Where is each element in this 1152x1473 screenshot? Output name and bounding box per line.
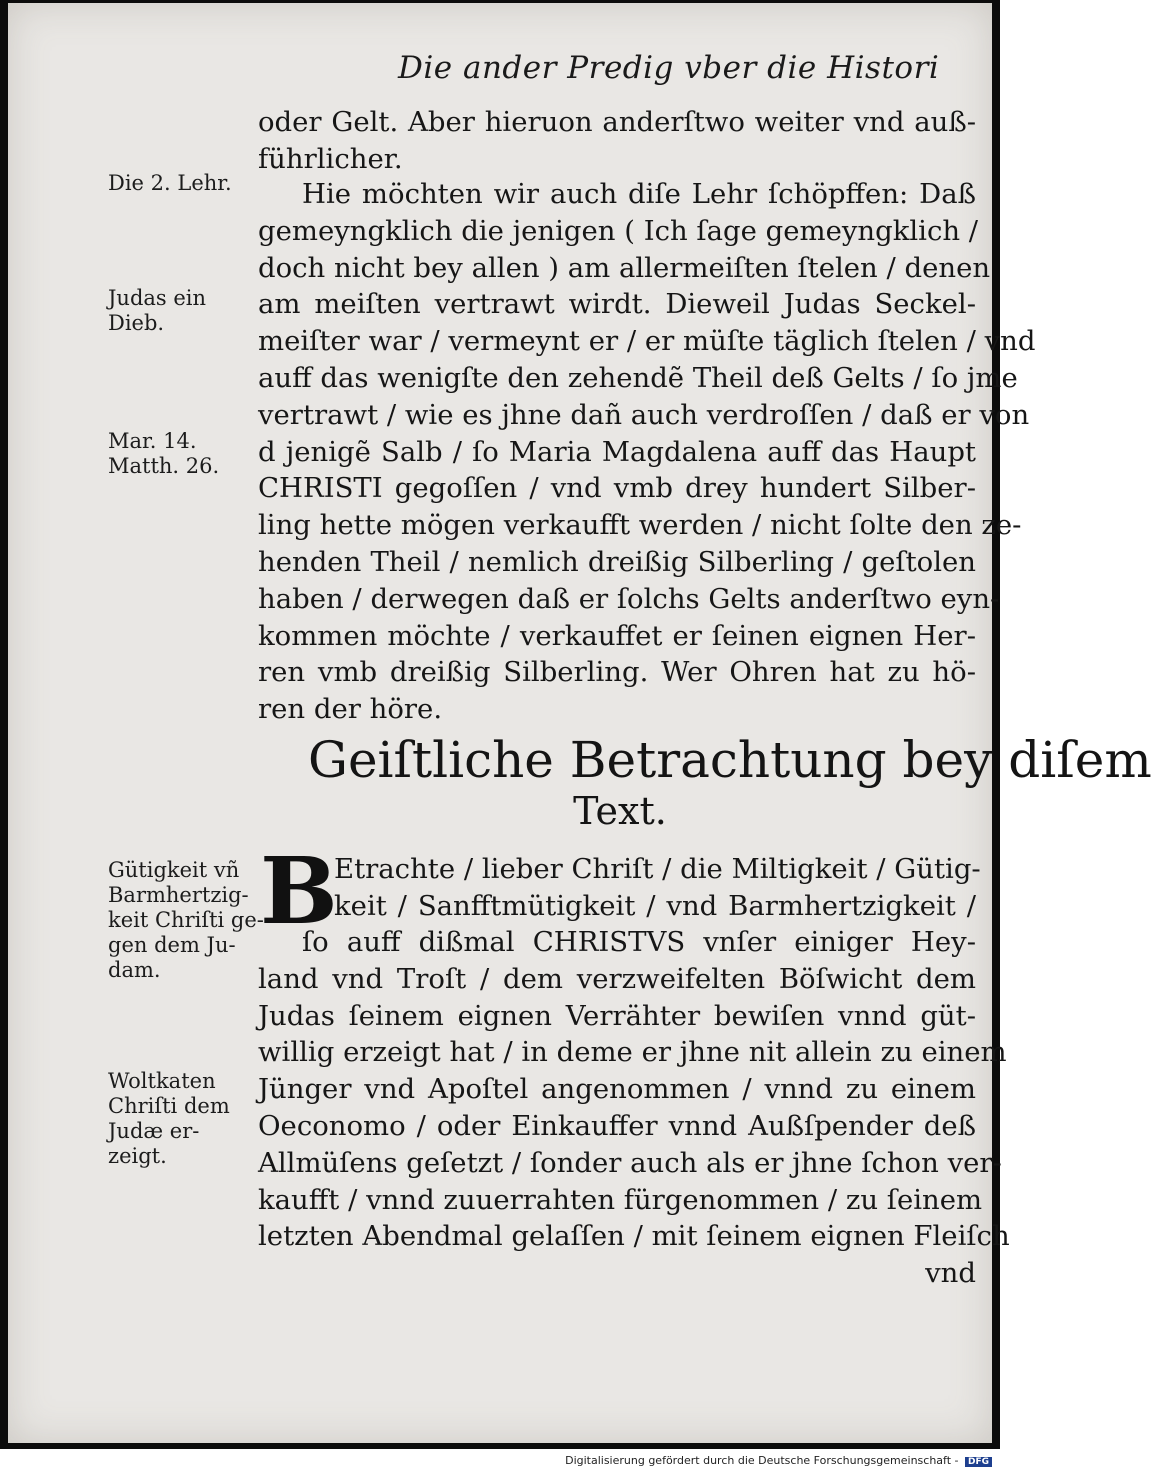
margin-note-line: keit Chriſti ge- [108,908,264,932]
text-block-3-continued [258,924,1010,1292]
margin-note-judas-dieb [108,286,236,336]
drop-cap: B [260,837,338,945]
dfg-logo: DFG [965,1457,992,1467]
text-line: henden Theil / nemlich dreißig Silberling / geſtolen [258,545,976,578]
margin-note-line: Dieb. [108,311,165,335]
text-line: ren der höre. [258,693,443,726]
catchword: vnd [925,1257,976,1290]
margin-note-guetigkeit [108,858,264,983]
margin-note-line: Chriſti dem [108,1094,230,1118]
text-block-2 [258,176,1036,728]
text-line: auff das wenigſte den zehendẽ Theil deß Gelts / ſo jme [258,361,1018,394]
margin-note-line: Matth. 26. [108,454,220,478]
text-line: gemeyngklich die jenigen ( Ich ſage gemeyngklich / [258,214,979,247]
text-line: doch nicht bey allen ) am allermeiſten ſtelen / denen [258,251,991,284]
margin-note-line: zeigt. [108,1144,167,1168]
text-line: kommen möchte / verkauffet er ſeinen eignen Her- [258,619,976,652]
text-line: willig erzeigt hat / in deme er jhne nit allein zu einem [258,1036,1007,1069]
margin-note-lehr [108,171,236,196]
text-line: Jünger vnd Apoſtel angenommen / vnnd zu einem [258,1073,976,1106]
text-line: oder Gelt. Aber hieruon anderſtwo weiter vnd auß- [258,106,976,138]
margin-note-line: Die 2. Lehr. [108,171,232,195]
text-line: ling hette mögen verkaufft werden / nicht ſolte den ze- [258,509,1022,542]
margin-note-line: gen dem Ju- [108,933,236,957]
text-line: CHRISTI gegoſſen / vnd vmb drey hundert Silber- [258,472,976,505]
book-page [8,3,1152,1443]
section-heading-line-2: Text. [573,789,667,833]
margin-note-line: Judas ein [108,286,207,310]
text-line: Allmüſens geſetzt / ſonder auch als er jhne ſchon ver- [258,1146,1002,1179]
text-line: vertrawt / wie es jhne dañ auch verdroſſen / daß er von [258,398,1030,431]
text-line: haben / derwegen daß er ſolchs Gelts anderſtwo eyn- [258,582,1000,615]
text-block-1 [258,104,976,178]
margin-note-line: Judæ er- [108,1119,200,1143]
text-line: kaufft / vnnd zuuerrahten fürgenommen / zu ſeinem [258,1183,983,1216]
margin-note-line: Barmhertzig- [108,883,249,907]
text-line: letzten Abendmal gelaſſen / mit ſeinem eignen Fleiſch [258,1220,1010,1253]
margin-note-line: dam. [108,958,161,982]
text-line: Oeconomo / oder Einkauffer vnnd Außſpender deß [258,1109,976,1142]
text-block-3 [334,851,981,925]
text-line: Judas ſeinem eignen Verrähter bewiſen vnnd güt- [258,999,976,1032]
text-line: d jenigẽ Salb / ſo Maria Magdalena auff das Haupt [258,435,976,468]
running-head: Die ander Predig vber die Histori [398,50,940,86]
text-line: führlicher. [258,142,403,175]
section-heading-line-1: Geiſtliche Betrachtung bey diſem [308,731,1152,789]
text-line: meiſter war / vermeynt er / er müſte täglich ſtelen / vnd [258,325,1036,358]
text-line: keit / Sanfftmütigkeit / vnd Barmhertzigkeit / [334,889,976,922]
section-heading [308,731,1152,833]
text-line: land vnd Troſt / dem verzweifelten Böſwicht dem [258,962,976,995]
margin-note-line: Gütigkeit vñ [108,858,240,882]
digitization-credit-text: Digitalisierung gefördert durch die Deutsche Forschungsgemeinschaft - [565,1454,959,1467]
text-line: ſo auff dißmal CHRISTVS vnſer einiger Hey- [302,926,976,958]
margin-note-line: Woltkaten [108,1069,216,1093]
margin-note-woltkaten [108,1069,236,1169]
margin-note-scripture-ref [108,429,236,479]
text-line: Hie möchten wir auch diſe Lehr ſchöpffen: Daß [302,178,976,210]
text-line: Etrachte / lieber Chriſt / die Miltigkeit / Gütig- [334,853,981,885]
margin-note-line: Mar. 14. [108,429,197,453]
text-line: am meiſten vertrawt wirdt. Dieweil Judas Seckel- [258,288,976,321]
digitization-credit [565,1454,992,1467]
text-line: ren vmb dreißig Silberling. Wer Ohren hat zu hö- [258,656,976,689]
